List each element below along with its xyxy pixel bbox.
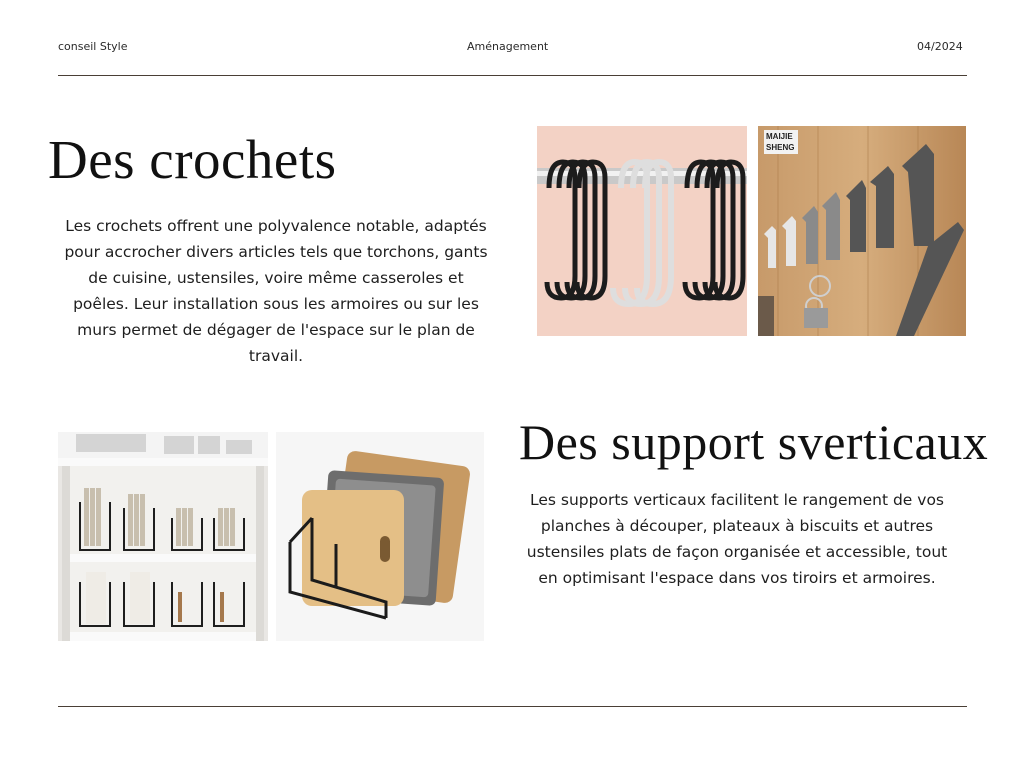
section-body-hooks: Les crochets offrent une polyvalence notable, adaptés pour accrocher divers articles tels que torchons, gants de cuisine, ustensiles, voire même casseroles et poêles. Leur installation sous les armoires ou sur les murs permet de dégager de l'espace sur le plan de travail. [64,217,488,365]
header-center: Aménagement [467,40,549,53]
header-left: conseil Style [58,40,128,53]
cutting-board-rack-photo [276,432,484,641]
brand-label-line2: SHENG [766,143,795,152]
wall-hooks-photo [758,126,966,336]
brand-label-line1: MAIJIE [766,132,793,141]
top-divider [58,75,967,76]
section-title-vertical-racks: Des support sverticaux [519,414,989,470]
s-hooks-photo [537,126,747,336]
section-title-hooks: Des crochets [48,129,337,190]
section-body-vertical-racks: Les supports verticaux facilitent le rangement de vos planches à découper, plateaux à biscuits et autres ustensiles plats de façon organisée et accessible, tout en optimisant l'espace dans vos tiroirs et armoires. [526,491,948,587]
bottom-divider [58,706,967,707]
header-right: 04/2024 [917,40,963,53]
cabinet-racks-photo [58,432,268,641]
